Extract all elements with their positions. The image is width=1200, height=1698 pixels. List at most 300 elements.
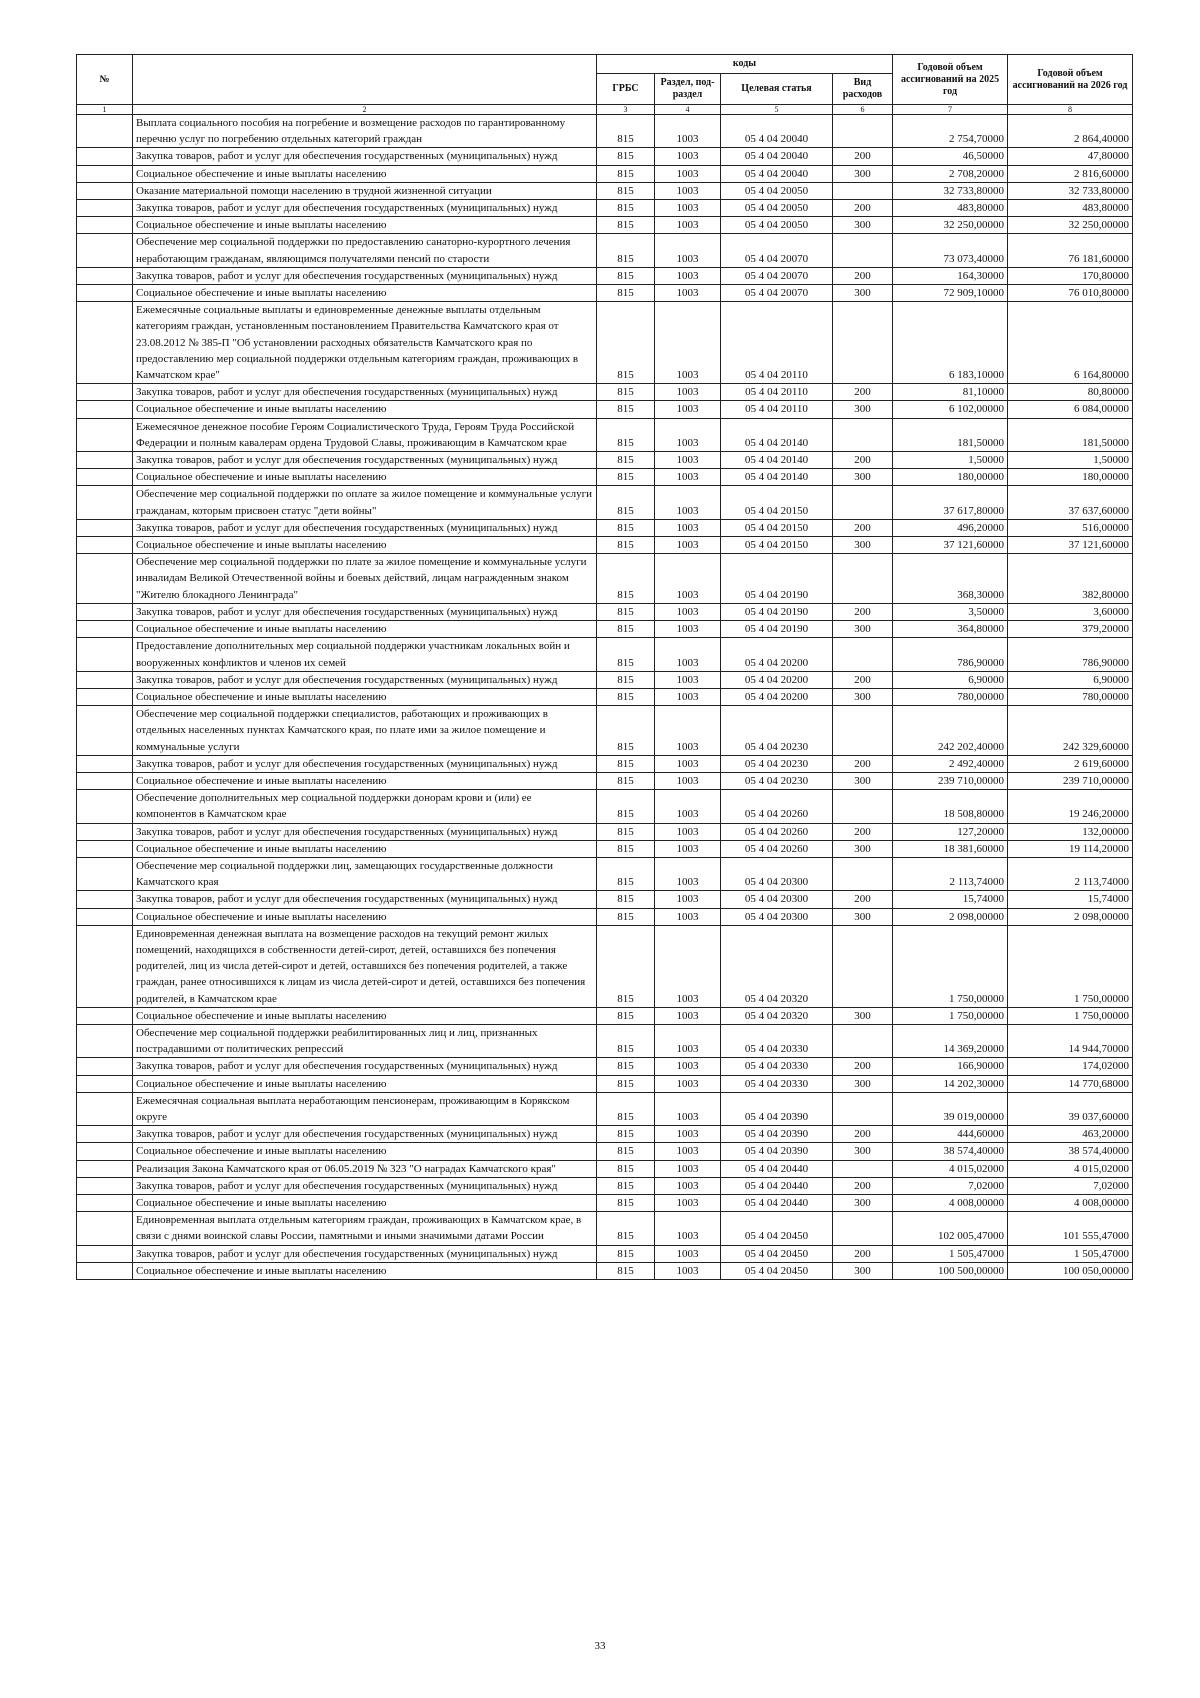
row-number-cell bbox=[77, 908, 133, 925]
row-number-cell bbox=[77, 469, 133, 486]
row-amount-2026-cell: 2 098,00000 bbox=[1008, 908, 1133, 925]
col-number-6: 6 bbox=[833, 105, 893, 115]
row-grbs-cell: 815 bbox=[597, 671, 655, 688]
row-razdel-cell: 1003 bbox=[655, 706, 721, 756]
row-razdel-cell: 1003 bbox=[655, 384, 721, 401]
row-razdel-cell: 1003 bbox=[655, 285, 721, 302]
row-number-cell bbox=[77, 1160, 133, 1177]
row-target-article-cell: 05 4 04 20440 bbox=[721, 1177, 833, 1194]
row-name-cell: Социальное обеспечение и иные выплаты населению bbox=[133, 401, 597, 418]
row-razdel-cell: 1003 bbox=[655, 688, 721, 705]
table-row bbox=[77, 554, 1133, 604]
row-amount-2025-cell: 2 708,20000 bbox=[893, 165, 1008, 182]
table-row bbox=[77, 706, 1133, 756]
table-row bbox=[77, 1024, 1133, 1057]
row-expense-type-cell bbox=[833, 638, 893, 671]
row-number-cell bbox=[77, 234, 133, 267]
row-amount-2026-cell: 242 329,60000 bbox=[1008, 706, 1133, 756]
col-number-4: 4 bbox=[655, 105, 721, 115]
header-vid: Вид расходов bbox=[833, 74, 893, 105]
row-amount-2026-cell: 181,50000 bbox=[1008, 418, 1133, 451]
row-expense-type-cell: 300 bbox=[833, 537, 893, 554]
header-number: № bbox=[77, 55, 133, 105]
row-amount-2025-cell: 18 508,80000 bbox=[893, 790, 1008, 823]
row-number-cell bbox=[77, 790, 133, 823]
table-row bbox=[77, 840, 1133, 857]
row-razdel-cell: 1003 bbox=[655, 671, 721, 688]
row-target-article-cell: 05 4 04 20440 bbox=[721, 1160, 833, 1177]
row-amount-2025-cell: 1 750,00000 bbox=[893, 925, 1008, 1007]
row-razdel-cell: 1003 bbox=[655, 148, 721, 165]
row-expense-type-cell: 200 bbox=[833, 1126, 893, 1143]
row-grbs-cell: 815 bbox=[597, 554, 655, 604]
row-amount-2026-cell: 100 050,00000 bbox=[1008, 1262, 1133, 1279]
row-number-cell bbox=[77, 200, 133, 217]
row-amount-2025-cell: 72 909,10000 bbox=[893, 285, 1008, 302]
row-target-article-cell: 05 4 04 20070 bbox=[721, 234, 833, 267]
row-expense-type-cell bbox=[833, 790, 893, 823]
row-expense-type-cell bbox=[833, 1024, 893, 1057]
row-grbs-cell: 815 bbox=[597, 688, 655, 705]
row-grbs-cell: 815 bbox=[597, 857, 655, 890]
row-name-cell: Закупка товаров, работ и услуг для обеспечения государственных (муниципальных) нужд bbox=[133, 1126, 597, 1143]
row-name-cell: Социальное обеспечение и иные выплаты населению bbox=[133, 621, 597, 638]
row-grbs-cell: 815 bbox=[597, 537, 655, 554]
table-row bbox=[77, 925, 1133, 1007]
table-row bbox=[77, 418, 1133, 451]
row-razdel-cell: 1003 bbox=[655, 452, 721, 469]
budget-table bbox=[76, 54, 1133, 1280]
table-row bbox=[77, 1177, 1133, 1194]
row-razdel-cell: 1003 bbox=[655, 537, 721, 554]
row-amount-2025-cell: 364,80000 bbox=[893, 621, 1008, 638]
row-target-article-cell: 05 4 04 20070 bbox=[721, 267, 833, 284]
row-name-cell: Обеспечение мер социальной поддержки по плате за жилое помещение и коммунальные услуги инвалидам Великой Отечественной войны и боевых действий, лицам награжденным знаком "Жителю блокадного Ленинграда" bbox=[133, 554, 597, 604]
row-expense-type-cell: 300 bbox=[833, 1262, 893, 1279]
row-amount-2025-cell: 32 250,00000 bbox=[893, 217, 1008, 234]
row-expense-type-cell: 200 bbox=[833, 823, 893, 840]
row-expense-type-cell: 200 bbox=[833, 603, 893, 620]
row-amount-2025-cell: 780,00000 bbox=[893, 688, 1008, 705]
row-grbs-cell: 815 bbox=[597, 1058, 655, 1075]
row-razdel-cell: 1003 bbox=[655, 823, 721, 840]
row-name-cell: Социальное обеспечение и иные выплаты населению bbox=[133, 469, 597, 486]
row-expense-type-cell bbox=[833, 1212, 893, 1245]
row-expense-type-cell: 200 bbox=[833, 1245, 893, 1262]
row-grbs-cell: 815 bbox=[597, 1143, 655, 1160]
row-razdel-cell: 1003 bbox=[655, 857, 721, 890]
row-name-cell: Социальное обеспечение и иные выплаты населению bbox=[133, 165, 597, 182]
row-razdel-cell: 1003 bbox=[655, 1177, 721, 1194]
row-name-cell: Социальное обеспечение и иные выплаты населению bbox=[133, 1075, 597, 1092]
row-name-cell: Закупка товаров, работ и услуг для обеспечения государственных (муниципальных) нужд bbox=[133, 452, 597, 469]
row-number-cell bbox=[77, 115, 133, 148]
row-amount-2026-cell: 2 864,40000 bbox=[1008, 115, 1133, 148]
row-name-cell: Закупка товаров, работ и услуг для обеспечения государственных (муниципальных) нужд bbox=[133, 267, 597, 284]
row-name-cell: Закупка товаров, работ и услуг для обеспечения государственных (муниципальных) нужд bbox=[133, 823, 597, 840]
row-expense-type-cell: 300 bbox=[833, 469, 893, 486]
row-grbs-cell: 815 bbox=[597, 148, 655, 165]
row-expense-type-cell: 300 bbox=[833, 1007, 893, 1024]
row-grbs-cell: 815 bbox=[597, 200, 655, 217]
row-amount-2026-cell: 14 770,68000 bbox=[1008, 1075, 1133, 1092]
row-expense-type-cell bbox=[833, 925, 893, 1007]
table-body bbox=[77, 115, 1133, 1280]
row-amount-2025-cell: 496,20000 bbox=[893, 519, 1008, 536]
row-target-article-cell: 05 4 04 20330 bbox=[721, 1058, 833, 1075]
row-razdel-cell: 1003 bbox=[655, 217, 721, 234]
row-number-cell bbox=[77, 1143, 133, 1160]
row-razdel-cell: 1003 bbox=[655, 165, 721, 182]
row-name-cell: Оказание материальной помощи населению в трудной жизненной ситуации bbox=[133, 182, 597, 199]
row-number-cell bbox=[77, 891, 133, 908]
row-number-cell bbox=[77, 1126, 133, 1143]
row-target-article-cell: 05 4 04 20320 bbox=[721, 925, 833, 1007]
row-expense-type-cell bbox=[833, 418, 893, 451]
row-expense-type-cell: 200 bbox=[833, 200, 893, 217]
row-grbs-cell: 815 bbox=[597, 706, 655, 756]
row-target-article-cell: 05 4 04 20450 bbox=[721, 1212, 833, 1245]
row-amount-2026-cell: 239 710,00000 bbox=[1008, 772, 1133, 789]
table-row bbox=[77, 1007, 1133, 1024]
row-amount-2026-cell: 19 246,20000 bbox=[1008, 790, 1133, 823]
row-expense-type-cell: 300 bbox=[833, 621, 893, 638]
row-amount-2026-cell: 6 084,00000 bbox=[1008, 401, 1133, 418]
row-number-cell bbox=[77, 148, 133, 165]
row-name-cell: Обеспечение мер социальной поддержки лиц, замещающих государственные должности Камчатского края bbox=[133, 857, 597, 890]
row-name-cell: Ежемесячная социальная выплата неработающим пенсионерам, проживающим в Корякском округе bbox=[133, 1092, 597, 1125]
col-number-8: 8 bbox=[1008, 105, 1133, 115]
row-razdel-cell: 1003 bbox=[655, 519, 721, 536]
row-target-article-cell: 05 4 04 20040 bbox=[721, 165, 833, 182]
row-number-cell bbox=[77, 1024, 133, 1057]
row-name-cell: Закупка товаров, работ и услуг для обеспечения государственных (муниципальных) нужд bbox=[133, 1177, 597, 1194]
row-grbs-cell: 815 bbox=[597, 469, 655, 486]
row-razdel-cell: 1003 bbox=[655, 115, 721, 148]
row-razdel-cell: 1003 bbox=[655, 840, 721, 857]
row-grbs-cell: 815 bbox=[597, 621, 655, 638]
table-row bbox=[77, 401, 1133, 418]
row-amount-2025-cell: 786,90000 bbox=[893, 638, 1008, 671]
row-amount-2026-cell: 15,74000 bbox=[1008, 891, 1133, 908]
row-expense-type-cell: 300 bbox=[833, 285, 893, 302]
row-grbs-cell: 815 bbox=[597, 755, 655, 772]
row-expense-type-cell: 200 bbox=[833, 452, 893, 469]
row-name-cell: Закупка товаров, работ и услуг для обеспечения государственных (муниципальных) нужд bbox=[133, 384, 597, 401]
row-number-cell bbox=[77, 486, 133, 519]
row-number-cell bbox=[77, 452, 133, 469]
row-amount-2025-cell: 37 617,80000 bbox=[893, 486, 1008, 519]
header-name bbox=[133, 55, 597, 105]
row-expense-type-cell: 200 bbox=[833, 671, 893, 688]
row-razdel-cell: 1003 bbox=[655, 638, 721, 671]
row-amount-2026-cell: 101 555,47000 bbox=[1008, 1212, 1133, 1245]
row-name-cell: Социальное обеспечение и иные выплаты населению bbox=[133, 537, 597, 554]
table-row bbox=[77, 537, 1133, 554]
row-amount-2026-cell: 6,90000 bbox=[1008, 671, 1133, 688]
row-razdel-cell: 1003 bbox=[655, 418, 721, 451]
row-target-article-cell: 05 4 04 20390 bbox=[721, 1143, 833, 1160]
row-target-article-cell: 05 4 04 20110 bbox=[721, 302, 833, 384]
row-number-cell bbox=[77, 857, 133, 890]
row-expense-type-cell: 200 bbox=[833, 755, 893, 772]
row-expense-type-cell: 300 bbox=[833, 1143, 893, 1160]
row-number-cell bbox=[77, 217, 133, 234]
row-grbs-cell: 815 bbox=[597, 1195, 655, 1212]
row-amount-2025-cell: 1 505,47000 bbox=[893, 1245, 1008, 1262]
row-expense-type-cell: 200 bbox=[833, 519, 893, 536]
row-amount-2025-cell: 81,10000 bbox=[893, 384, 1008, 401]
row-amount-2026-cell: 80,80000 bbox=[1008, 384, 1133, 401]
row-amount-2026-cell: 2 619,60000 bbox=[1008, 755, 1133, 772]
row-razdel-cell: 1003 bbox=[655, 1195, 721, 1212]
row-target-article-cell: 05 4 04 20320 bbox=[721, 1007, 833, 1024]
row-razdel-cell: 1003 bbox=[655, 302, 721, 384]
row-name-cell: Предоставление дополнительных мер социальной поддержки участникам локальных войн и вооруженных конфликтов и членов их семей bbox=[133, 638, 597, 671]
row-amount-2025-cell: 39 019,00000 bbox=[893, 1092, 1008, 1125]
row-razdel-cell: 1003 bbox=[655, 908, 721, 925]
row-razdel-cell: 1003 bbox=[655, 1058, 721, 1075]
row-amount-2025-cell: 4 015,02000 bbox=[893, 1160, 1008, 1177]
row-amount-2025-cell: 3,50000 bbox=[893, 603, 1008, 620]
row-target-article-cell: 05 4 04 20200 bbox=[721, 638, 833, 671]
row-grbs-cell: 815 bbox=[597, 908, 655, 925]
row-amount-2026-cell: 38 574,40000 bbox=[1008, 1143, 1133, 1160]
row-amount-2026-cell: 2 816,60000 bbox=[1008, 165, 1133, 182]
row-amount-2026-cell: 19 114,20000 bbox=[1008, 840, 1133, 857]
table-row bbox=[77, 234, 1133, 267]
row-target-article-cell: 05 4 04 20110 bbox=[721, 401, 833, 418]
row-expense-type-cell: 300 bbox=[833, 1075, 893, 1092]
row-razdel-cell: 1003 bbox=[655, 1126, 721, 1143]
row-expense-type-cell bbox=[833, 486, 893, 519]
row-amount-2025-cell: 6 183,10000 bbox=[893, 302, 1008, 384]
table-row bbox=[77, 1058, 1133, 1075]
table-row bbox=[77, 1075, 1133, 1092]
row-grbs-cell: 815 bbox=[597, 418, 655, 451]
row-amount-2025-cell: 14 369,20000 bbox=[893, 1024, 1008, 1057]
row-name-cell: Социальное обеспечение и иные выплаты населению bbox=[133, 908, 597, 925]
row-amount-2025-cell: 180,00000 bbox=[893, 469, 1008, 486]
row-grbs-cell: 815 bbox=[597, 1024, 655, 1057]
header-year-2025: Годовой объем ассигнований на 2025 год bbox=[893, 55, 1008, 105]
row-amount-2026-cell: 379,20000 bbox=[1008, 621, 1133, 638]
table-row bbox=[77, 519, 1133, 536]
row-grbs-cell: 815 bbox=[597, 486, 655, 519]
row-number-cell bbox=[77, 267, 133, 284]
row-amount-2025-cell: 444,60000 bbox=[893, 1126, 1008, 1143]
row-amount-2026-cell: 180,00000 bbox=[1008, 469, 1133, 486]
row-grbs-cell: 815 bbox=[597, 165, 655, 182]
row-number-cell bbox=[77, 302, 133, 384]
table-row bbox=[77, 891, 1133, 908]
row-expense-type-cell bbox=[833, 182, 893, 199]
row-name-cell: Социальное обеспечение и иные выплаты населению bbox=[133, 1262, 597, 1279]
table-row bbox=[77, 148, 1133, 165]
row-amount-2025-cell: 368,30000 bbox=[893, 554, 1008, 604]
row-name-cell: Ежемесячное денежное пособие Героям Социалистического Труда, Героям Труда Российской Федерации и полным кавалерам ордена Трудовой Славы, проживающим в Камчатском крае bbox=[133, 418, 597, 451]
row-number-cell bbox=[77, 638, 133, 671]
header-razdel: Раздел, под-раздел bbox=[655, 74, 721, 105]
col-number-2: 2 bbox=[133, 105, 597, 115]
row-amount-2025-cell: 38 574,40000 bbox=[893, 1143, 1008, 1160]
row-expense-type-cell bbox=[833, 302, 893, 384]
row-amount-2025-cell: 14 202,30000 bbox=[893, 1075, 1008, 1092]
row-name-cell: Единовременная денежная выплата на возмещение расходов на текущий ремонт жилых помещений, находящихся в собственности детей-сирот, детей, оставшихся без попечения родителей, лиц из числа детей-сирот и детей, оставшихся без попечения родителей, а также граждан, ранее относившихся к лицам из числа детей-сирот и детей, оставшихся без попечения родителей, в Камчатском крае bbox=[133, 925, 597, 1007]
row-amount-2025-cell: 2 492,40000 bbox=[893, 755, 1008, 772]
row-amount-2025-cell: 483,80000 bbox=[893, 200, 1008, 217]
row-name-cell: Социальное обеспечение и иные выплаты населению bbox=[133, 1007, 597, 1024]
table-row bbox=[77, 772, 1133, 789]
row-amount-2026-cell: 1 750,00000 bbox=[1008, 925, 1133, 1007]
col-number-7: 7 bbox=[893, 105, 1008, 115]
row-target-article-cell: 05 4 04 20260 bbox=[721, 840, 833, 857]
row-expense-type-cell: 300 bbox=[833, 688, 893, 705]
row-amount-2025-cell: 181,50000 bbox=[893, 418, 1008, 451]
row-name-cell: Закупка товаров, работ и услуг для обеспечения государственных (муниципальных) нужд bbox=[133, 755, 597, 772]
table-row bbox=[77, 115, 1133, 148]
row-amount-2026-cell: 170,80000 bbox=[1008, 267, 1133, 284]
row-target-article-cell: 05 4 04 20040 bbox=[721, 148, 833, 165]
row-amount-2026-cell: 47,80000 bbox=[1008, 148, 1133, 165]
row-razdel-cell: 1003 bbox=[655, 1262, 721, 1279]
header-grbs: ГРБС bbox=[597, 74, 655, 105]
row-name-cell: Закупка товаров, работ и услуг для обеспечения государственных (муниципальных) нужд bbox=[133, 148, 597, 165]
row-amount-2025-cell: 1 750,00000 bbox=[893, 1007, 1008, 1024]
row-name-cell: Закупка товаров, работ и услуг для обеспечения государственных (муниципальных) нужд bbox=[133, 603, 597, 620]
table-row bbox=[77, 603, 1133, 620]
table-row bbox=[77, 857, 1133, 890]
row-amount-2025-cell: 4 008,00000 bbox=[893, 1195, 1008, 1212]
row-razdel-cell: 1003 bbox=[655, 891, 721, 908]
row-target-article-cell: 05 4 04 20190 bbox=[721, 621, 833, 638]
row-razdel-cell: 1003 bbox=[655, 401, 721, 418]
row-target-article-cell: 05 4 04 20110 bbox=[721, 384, 833, 401]
page-number: 33 bbox=[594, 1640, 606, 1652]
row-target-article-cell: 05 4 04 20050 bbox=[721, 217, 833, 234]
row-razdel-cell: 1003 bbox=[655, 925, 721, 1007]
row-name-cell: Закупка товаров, работ и услуг для обеспечения государственных (муниципальных) нужд bbox=[133, 1058, 597, 1075]
row-amount-2026-cell: 32 250,00000 bbox=[1008, 217, 1133, 234]
table-row bbox=[77, 469, 1133, 486]
row-amount-2026-cell: 1 750,00000 bbox=[1008, 1007, 1133, 1024]
row-razdel-cell: 1003 bbox=[655, 1212, 721, 1245]
row-target-article-cell: 05 4 04 20200 bbox=[721, 671, 833, 688]
row-number-cell bbox=[77, 772, 133, 789]
row-amount-2025-cell: 2 098,00000 bbox=[893, 908, 1008, 925]
table-row bbox=[77, 790, 1133, 823]
row-amount-2026-cell: 6 164,80000 bbox=[1008, 302, 1133, 384]
row-amount-2026-cell: 4 008,00000 bbox=[1008, 1195, 1133, 1212]
row-number-cell bbox=[77, 1075, 133, 1092]
row-expense-type-cell bbox=[833, 1160, 893, 1177]
row-expense-type-cell: 300 bbox=[833, 908, 893, 925]
row-amount-2025-cell: 6,90000 bbox=[893, 671, 1008, 688]
row-razdel-cell: 1003 bbox=[655, 486, 721, 519]
table-row bbox=[77, 1262, 1133, 1279]
row-name-cell: Социальное обеспечение и иные выплаты населению bbox=[133, 1143, 597, 1160]
row-amount-2026-cell: 382,80000 bbox=[1008, 554, 1133, 604]
row-target-article-cell: 05 4 04 20190 bbox=[721, 603, 833, 620]
row-name-cell: Обеспечение мер социальной поддержки специалистов, работающих и проживающих в отдельных населенных пунктах Камчатского края, по плате ими за жилое помещение и коммунальные услуги bbox=[133, 706, 597, 756]
row-target-article-cell: 05 4 04 20190 bbox=[721, 554, 833, 604]
row-target-article-cell: 05 4 04 20200 bbox=[721, 688, 833, 705]
row-number-cell bbox=[77, 688, 133, 705]
table-row bbox=[77, 671, 1133, 688]
row-amount-2026-cell: 132,00000 bbox=[1008, 823, 1133, 840]
row-number-cell bbox=[77, 401, 133, 418]
row-grbs-cell: 815 bbox=[597, 1160, 655, 1177]
table-row bbox=[77, 384, 1133, 401]
row-razdel-cell: 1003 bbox=[655, 200, 721, 217]
row-name-cell: Социальное обеспечение и иные выплаты населению bbox=[133, 217, 597, 234]
row-target-article-cell: 05 4 04 20040 bbox=[721, 115, 833, 148]
row-razdel-cell: 1003 bbox=[655, 1024, 721, 1057]
row-expense-type-cell bbox=[833, 857, 893, 890]
row-number-cell bbox=[77, 1262, 133, 1279]
row-grbs-cell: 815 bbox=[597, 1007, 655, 1024]
row-expense-type-cell: 200 bbox=[833, 891, 893, 908]
row-expense-type-cell: 300 bbox=[833, 217, 893, 234]
table-row bbox=[77, 267, 1133, 284]
row-expense-type-cell bbox=[833, 554, 893, 604]
table-row bbox=[77, 452, 1133, 469]
row-expense-type-cell bbox=[833, 115, 893, 148]
table-row bbox=[77, 1195, 1133, 1212]
row-grbs-cell: 815 bbox=[597, 772, 655, 789]
row-amount-2026-cell: 4 015,02000 bbox=[1008, 1160, 1133, 1177]
row-amount-2026-cell: 76 181,60000 bbox=[1008, 234, 1133, 267]
row-expense-type-cell: 200 bbox=[833, 384, 893, 401]
row-number-cell bbox=[77, 1245, 133, 1262]
row-grbs-cell: 815 bbox=[597, 1092, 655, 1125]
row-amount-2025-cell: 7,02000 bbox=[893, 1177, 1008, 1194]
row-grbs-cell: 815 bbox=[597, 840, 655, 857]
row-amount-2025-cell: 166,90000 bbox=[893, 1058, 1008, 1075]
table-row bbox=[77, 688, 1133, 705]
row-target-article-cell: 05 4 04 20330 bbox=[721, 1024, 833, 1057]
row-target-article-cell: 05 4 04 20440 bbox=[721, 1195, 833, 1212]
row-grbs-cell: 815 bbox=[597, 925, 655, 1007]
row-expense-type-cell bbox=[833, 706, 893, 756]
table-row bbox=[77, 1212, 1133, 1245]
row-amount-2025-cell: 73 073,40000 bbox=[893, 234, 1008, 267]
table-row bbox=[77, 165, 1133, 182]
col-number-5: 5 bbox=[721, 105, 833, 115]
row-number-cell bbox=[77, 537, 133, 554]
row-number-cell bbox=[77, 1058, 133, 1075]
row-grbs-cell: 815 bbox=[597, 823, 655, 840]
row-amount-2026-cell: 2 113,74000 bbox=[1008, 857, 1133, 890]
row-expense-type-cell bbox=[833, 234, 893, 267]
row-number-cell bbox=[77, 823, 133, 840]
row-target-article-cell: 05 4 04 20260 bbox=[721, 823, 833, 840]
row-amount-2025-cell: 2 754,70000 bbox=[893, 115, 1008, 148]
row-number-cell bbox=[77, 554, 133, 604]
table-row bbox=[77, 1126, 1133, 1143]
row-name-cell: Закупка товаров, работ и услуг для обеспечения государственных (муниципальных) нужд bbox=[133, 671, 597, 688]
row-target-article-cell: 05 4 04 20300 bbox=[721, 857, 833, 890]
row-expense-type-cell: 300 bbox=[833, 840, 893, 857]
row-amount-2026-cell: 1,50000 bbox=[1008, 452, 1133, 469]
row-grbs-cell: 815 bbox=[597, 115, 655, 148]
row-target-article-cell: 05 4 04 20150 bbox=[721, 486, 833, 519]
row-target-article-cell: 05 4 04 20300 bbox=[721, 891, 833, 908]
row-name-cell: Ежемесячные социальные выплаты и единовременные денежные выплаты отдельным категориям граждан, установленным постановлением Правительства Камчатского края от 23.08.2012 № 385-П "Об установлении расходных обязательств Камчатского края по предоставлению мер социальной поддержки отдельным категориям граждан, проживающих в Камчатском крае" bbox=[133, 302, 597, 384]
row-expense-type-cell: 300 bbox=[833, 1195, 893, 1212]
row-grbs-cell: 815 bbox=[597, 217, 655, 234]
row-name-cell: Обеспечение мер социальной поддержки по предоставлению санаторно-курортного лечения неработающим гражданам, являющимся получателями пенсий по старости bbox=[133, 234, 597, 267]
